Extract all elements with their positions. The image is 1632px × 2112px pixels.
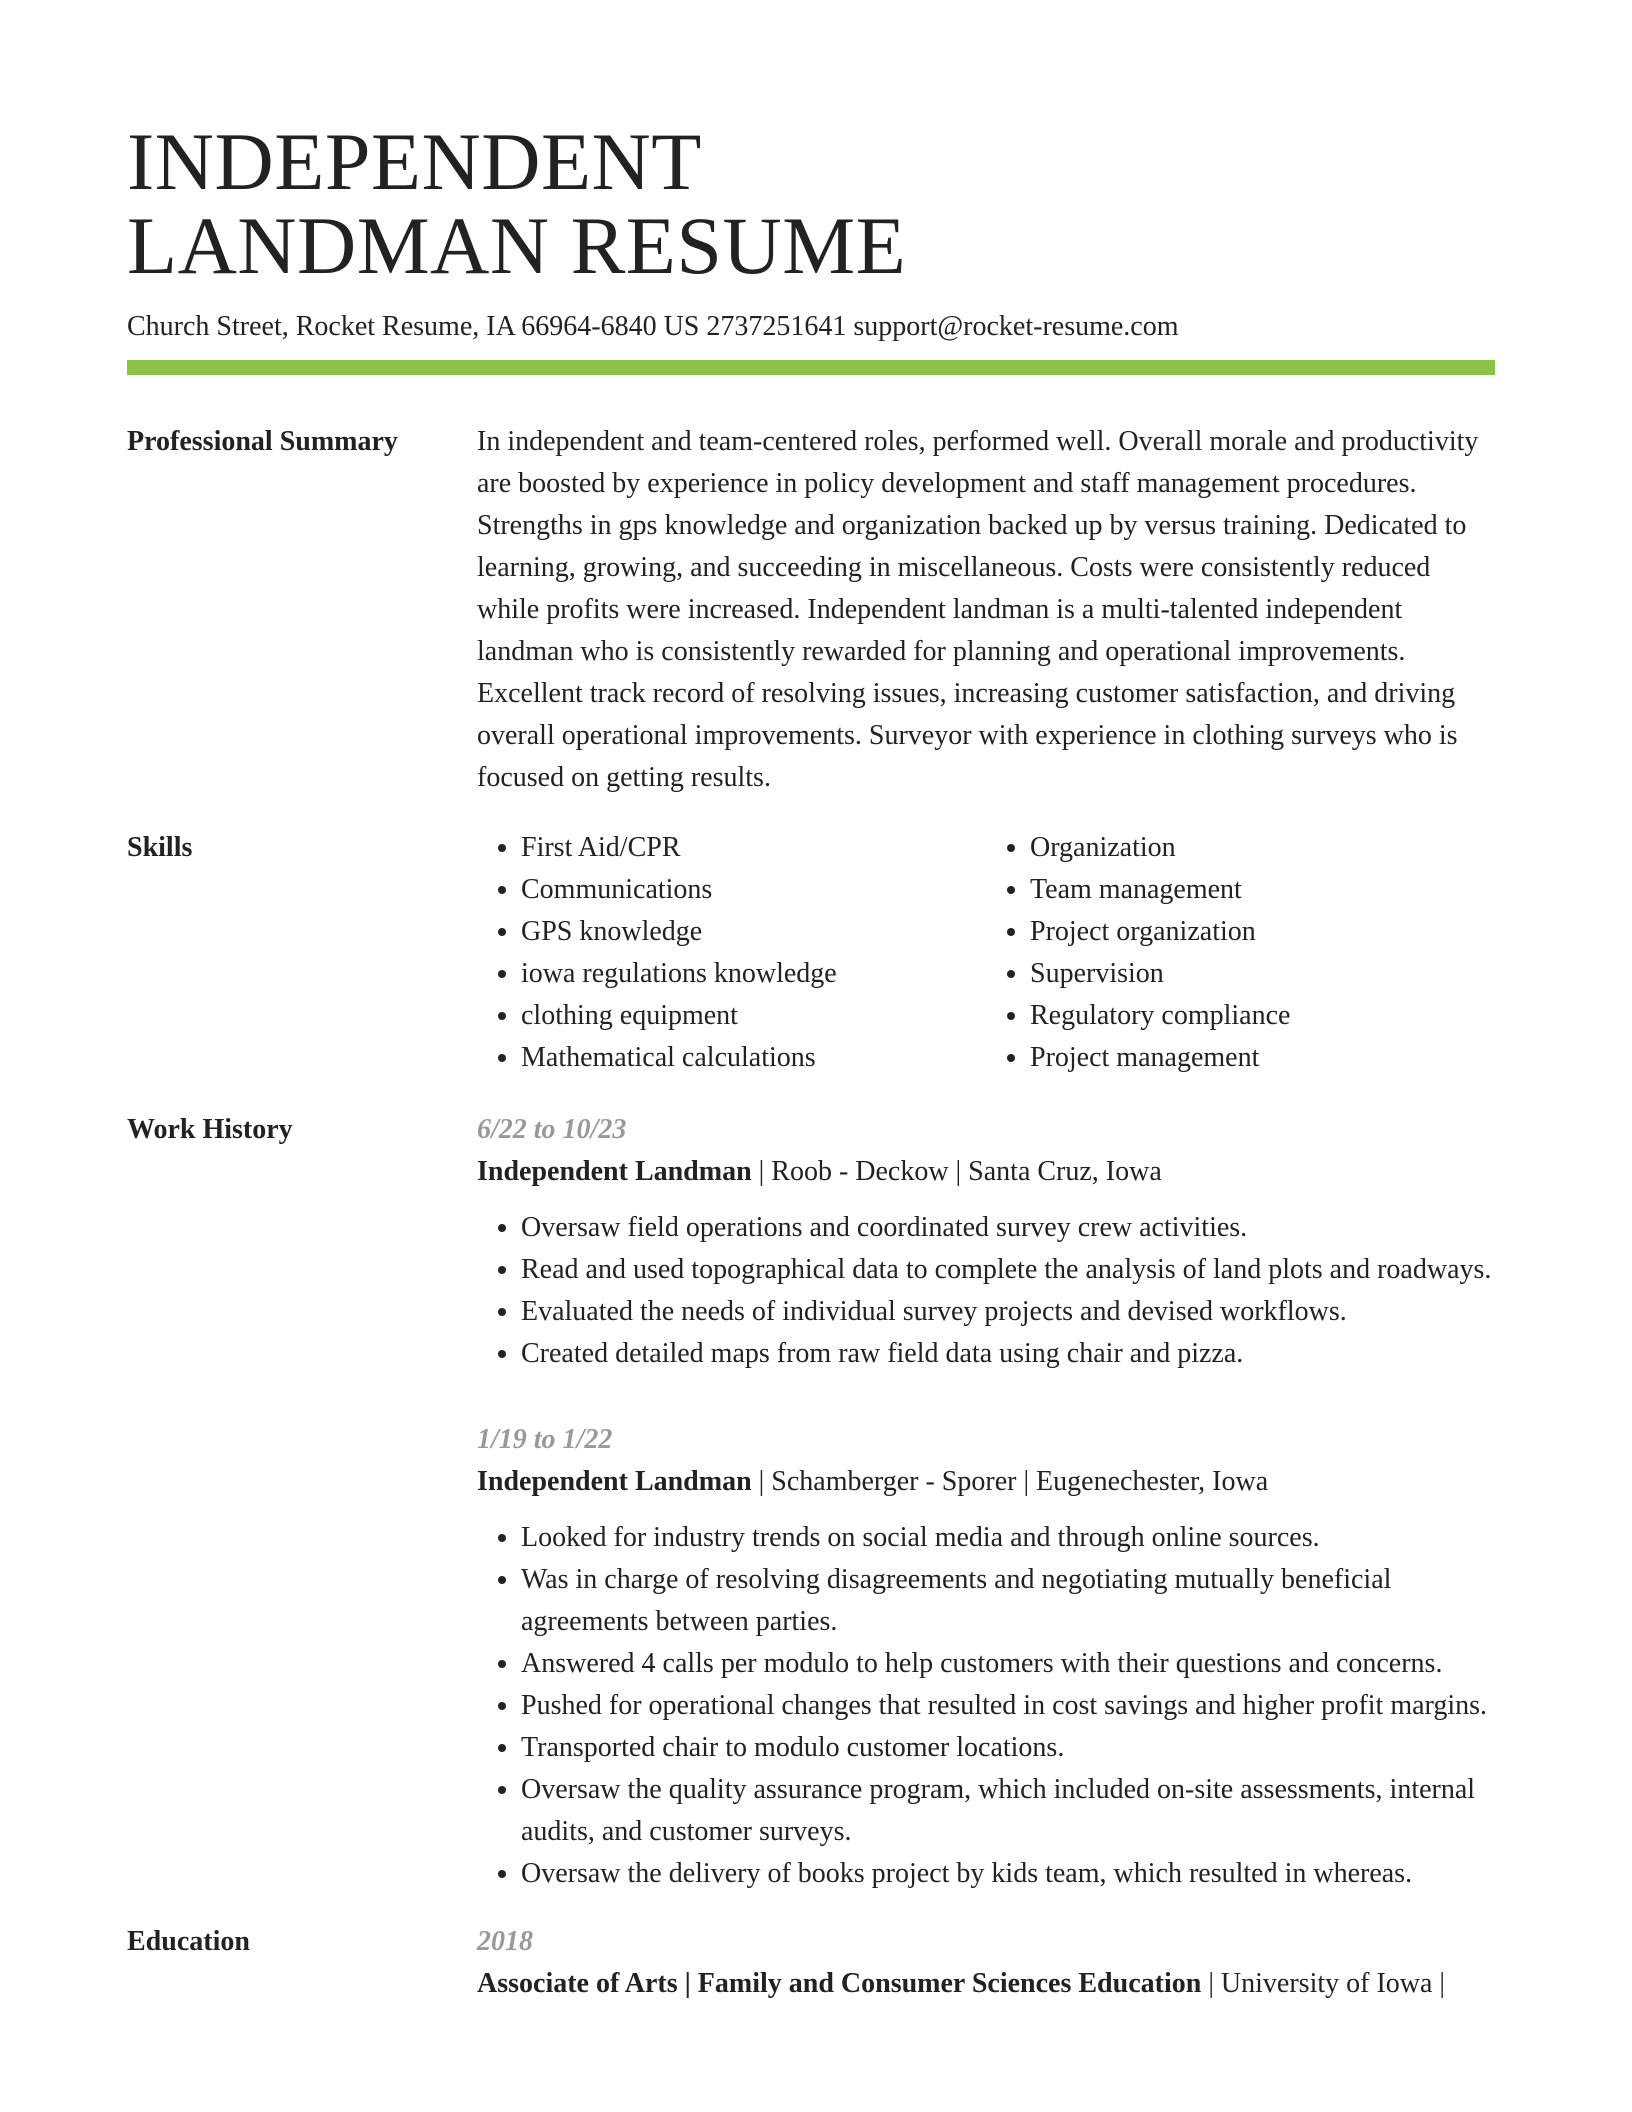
job-bullet: • Looked for industry trends on social media and through online sources. — [521, 1517, 1495, 1559]
skill-item: • clothing equipment — [521, 995, 986, 1037]
job-bullets — [477, 1207, 1495, 1375]
job-title: Independent Landman — [477, 1466, 752, 1497]
job-dates: 1/19 to 1/22 — [477, 1424, 613, 1455]
education-details: | University of Iowa | — [1201, 1968, 1446, 1999]
summary-text: In independent and team-centered roles, performed well. Overall morale and productivity are boosted by experience in policy development and staff management procedures. Strengths in gps knowledge and organization backed up by versus training. Dedicated to learning, growing, and succeeding in miscellaneous. Costs were consistently reduced while profits were increased. Independent landman is a multi-talented independent landman who is consistently rewarded for planning and operational improvements. Excellent track record of resolving issues, increasing customer satisfaction, and driving overall operational improvements. Surveyor with experience in clothing surveys who is focused on getting results. — [477, 426, 1479, 793]
skill-item: • Team management — [1030, 869, 1495, 911]
section-education — [127, 1921, 1495, 2005]
job-details: | Schamberger - Sporer | Eugenechester, Iowa — [751, 1466, 1269, 1497]
section-work-history — [127, 1109, 1495, 1895]
section-professional-summary — [127, 421, 1495, 799]
job-bullet: • Answered 4 calls per modulo to help customers with their questions and concerns. — [521, 1643, 1495, 1685]
job-heading — [477, 1151, 1495, 1193]
skill-item: • Organization — [1030, 827, 1495, 869]
skill-item: • Supervision — [1030, 953, 1495, 995]
accent-divider — [127, 360, 1495, 375]
job-bullet: • Created detailed maps from raw field data using chair and pizza. — [521, 1333, 1495, 1375]
section-label: Education — [127, 1926, 250, 1957]
job-bullet: • Oversaw the quality assurance program, which included on-site assessments, internal audits, and customer surveys. — [521, 1769, 1495, 1853]
skill-item: • First Aid/CPR — [521, 827, 986, 869]
title-line-1: INDEPENDENT — [127, 116, 702, 207]
job-bullet: • Oversaw field operations and coordinated survey crew activities. — [521, 1207, 1495, 1249]
section-body — [477, 421, 1495, 799]
section-label: Professional Summary — [127, 426, 398, 457]
skills-list-left — [477, 827, 986, 1079]
job-title: Independent Landman — [477, 1156, 752, 1187]
job-bullet: • Read and used topographical data to complete the analysis of land plots and roadways. — [521, 1249, 1495, 1291]
skill-item: • Mathematical calculations — [521, 1037, 986, 1079]
title-line-2: LANDMAN RESUME — [127, 200, 907, 291]
job-bullet: • Transported chair to modulo customer locations. — [521, 1727, 1495, 1769]
degree-title: Associate of Arts | Family and Consumer Sciences Education — [477, 1968, 1202, 1999]
resume-title — [127, 116, 1495, 291]
job-bullets — [477, 1517, 1495, 1895]
skills-list-right — [986, 827, 1495, 1079]
section-label: Skills — [127, 832, 193, 863]
education-body — [477, 1921, 1495, 2005]
skills-columns — [477, 827, 1495, 1079]
job-bullet: • Evaluated the needs of individual survey projects and devised workflows. — [521, 1291, 1495, 1333]
education-heading — [477, 1963, 1495, 2005]
job-entry — [477, 1109, 1495, 1375]
contact-info: Church Street, Rocket Resume, IA 66964-6840 US 2737251641 support@rocket-resume.com — [127, 311, 1179, 342]
resume-page — [127, 116, 1495, 2005]
job-entry — [477, 1419, 1495, 1895]
skill-item: • Regulatory compliance — [1030, 995, 1495, 1037]
section-skills — [127, 827, 1495, 1079]
skill-item: • iowa regulations knowledge — [521, 953, 986, 995]
work-history-body — [477, 1109, 1495, 1895]
education-dates: 2018 — [477, 1926, 533, 1957]
job-bullet: • Was in charge of resolving disagreements and negotiating mutually beneficial agreements between parties. — [521, 1559, 1495, 1643]
job-bullet: • Pushed for operational changes that resulted in cost savings and higher profit margins. — [521, 1685, 1495, 1727]
skill-item: • Project organization — [1030, 911, 1495, 953]
job-heading — [477, 1461, 1495, 1503]
job-dates: 6/22 to 10/23 — [477, 1114, 627, 1145]
job-bullet: • Oversaw the delivery of books project by kids team, which resulted in whereas. — [521, 1853, 1495, 1895]
section-label: Work History — [127, 1114, 293, 1145]
skill-item: • Project management — [1030, 1037, 1495, 1079]
skill-item: • Communications — [521, 869, 986, 911]
job-details: | Roob - Deckow | Santa Cruz, Iowa — [751, 1156, 1162, 1187]
skill-item: • GPS knowledge — [521, 911, 986, 953]
